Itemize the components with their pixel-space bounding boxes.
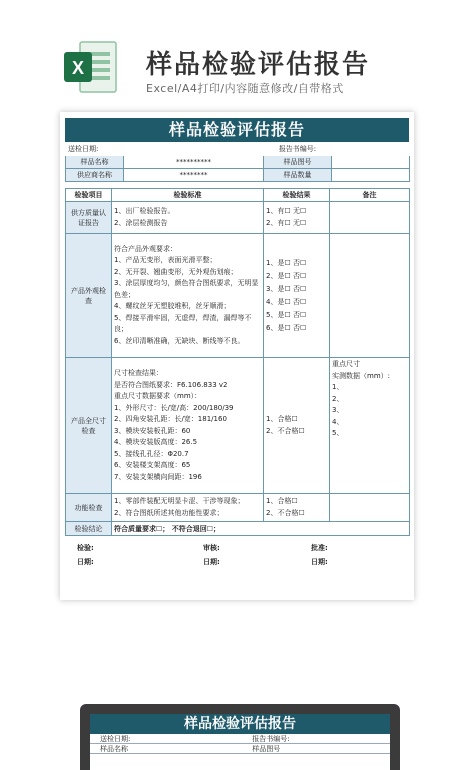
standard-line: 6、丝印清晰准确，无缺块、断线等不良。 bbox=[114, 336, 245, 345]
result-line[interactable]: 5、是☐ 否☐ bbox=[266, 310, 307, 319]
preview-row bbox=[90, 744, 390, 754]
col-item-header: 检验项目 bbox=[66, 189, 112, 202]
row-item: 产品外观检查 bbox=[66, 234, 112, 358]
row-result[interactable] bbox=[264, 358, 330, 494]
preview-report-no: 报告书编号: bbox=[252, 735, 290, 743]
send-date-label: 送检日期: bbox=[68, 145, 99, 153]
row-item: 供方质量认证报告 bbox=[66, 202, 112, 234]
table-row bbox=[66, 358, 410, 494]
standard-line: 1、零部件装配无明显卡涩、干涉等现象； bbox=[114, 497, 245, 505]
signoff-table bbox=[65, 542, 409, 568]
sheet-title: 样品检验评估报告 bbox=[65, 118, 409, 142]
info-table bbox=[65, 142, 410, 182]
conclusion-row bbox=[66, 522, 410, 536]
sample-drawing-label: 样品图号 bbox=[264, 156, 332, 169]
row-standard bbox=[112, 358, 264, 494]
standard-line: 1、产品无变形，表面光滑平整； bbox=[114, 256, 217, 265]
result-line[interactable]: 1、是☐ 否☐ bbox=[266, 258, 307, 267]
report-sheet bbox=[60, 112, 414, 600]
result-line[interactable]: 1、合格☐ bbox=[266, 415, 298, 423]
approve-date-label: 日期: bbox=[311, 558, 328, 566]
preview-send-date: 送检日期: bbox=[100, 735, 131, 743]
result-line[interactable]: 2、不合格☐ bbox=[266, 426, 305, 435]
sample-drawing-value[interactable] bbox=[332, 156, 410, 169]
inspect-label: 检验: bbox=[77, 544, 94, 552]
table-row bbox=[66, 234, 410, 358]
send-date-value[interactable] bbox=[124, 143, 264, 156]
standard-line: 1、出厂检验报告。 bbox=[114, 207, 175, 215]
excel-icon bbox=[62, 38, 120, 96]
row-standard bbox=[112, 202, 264, 234]
page-header bbox=[0, 0, 474, 100]
supplier-value[interactable]: ******** bbox=[124, 169, 264, 182]
approve-label: 批准: bbox=[311, 544, 328, 552]
result-line[interactable]: 4、是☐ 否☐ bbox=[266, 297, 307, 306]
col-standard-header: 检验标准 bbox=[112, 189, 264, 202]
result-line[interactable]: 2、不合格☐ bbox=[266, 508, 305, 517]
remark-line: 1、 bbox=[332, 383, 344, 391]
review-label: 审核: bbox=[203, 544, 220, 552]
row-item: 功能检查 bbox=[66, 494, 112, 522]
table-row bbox=[66, 494, 410, 522]
standard-line: 尺寸检查结果： bbox=[114, 369, 163, 377]
standard-line: 2、涂层检测报告 bbox=[114, 218, 168, 227]
sample-qty-value[interactable] bbox=[332, 169, 410, 182]
inspect-date-label: 日期: bbox=[77, 558, 94, 566]
supplier-label: 供应商名称 bbox=[66, 169, 124, 182]
inspection-table bbox=[65, 188, 410, 536]
row-result[interactable] bbox=[264, 494, 330, 522]
report-no-value[interactable] bbox=[332, 143, 410, 156]
preview-sample-name: 样品名称 bbox=[100, 745, 128, 753]
row-remark[interactable] bbox=[330, 494, 410, 522]
standard-line: 5、焊接平滑牢固，无虚焊，焊渣，漏焊等不良； bbox=[114, 313, 252, 334]
remark-line: 4、 bbox=[332, 417, 344, 426]
row-remark[interactable] bbox=[330, 358, 410, 494]
sample-name-label: 样品名称 bbox=[66, 156, 124, 169]
standard-line: 1、外形尺寸：长/宽/高：200/180/39 bbox=[114, 403, 234, 412]
standard-line: 4、模块安装版高度：26.5 bbox=[114, 438, 198, 446]
col-remark-header: 备注 bbox=[330, 189, 410, 202]
remark-line: 实测数据（mm）: bbox=[332, 371, 390, 380]
page-title: 样品检验评估报告 bbox=[146, 50, 371, 80]
review-date-label: 日期: bbox=[203, 558, 220, 566]
standard-line: 2、无开裂、翘曲变形，无外观伤划痕； bbox=[114, 267, 238, 276]
report-no-label: 报告书编号: bbox=[278, 145, 317, 153]
svg-text:X: X bbox=[71, 58, 85, 78]
standard-line: 重点尺寸数据要求（mm）： bbox=[114, 392, 202, 400]
result-line[interactable]: 3、是☐ 否☐ bbox=[266, 284, 307, 293]
row-standard bbox=[112, 494, 264, 522]
preview-sheet bbox=[90, 714, 390, 770]
conclusion-text[interactable]: 符合质量要求☐； 不符合退回☐； bbox=[112, 522, 410, 536]
preview-row bbox=[90, 734, 390, 744]
row-item: 产品全尺寸检查 bbox=[66, 358, 112, 494]
remark-line: 3、 bbox=[332, 406, 344, 414]
preview-title: 样品检验评估报告 bbox=[90, 714, 390, 734]
standard-line: 4、螺纹丝牙无塑胶堆积，丝牙顺滑； bbox=[114, 302, 231, 311]
row-remark[interactable] bbox=[330, 202, 410, 234]
standard-line: 3、模块安装板孔距：60 bbox=[114, 426, 191, 435]
standard-line: 2、符合图纸所述其他功能性要求； bbox=[114, 508, 224, 517]
remark-line: 5、 bbox=[332, 429, 344, 437]
conclusion-label: 检验结论 bbox=[66, 522, 112, 536]
result-line[interactable]: 1、有☐ 无☐ bbox=[266, 207, 307, 215]
standard-line: 5、接线孔孔径：Φ20.7 bbox=[114, 449, 189, 458]
remark-line: 重点尺寸 bbox=[332, 360, 360, 368]
row-result[interactable] bbox=[264, 234, 330, 358]
result-line[interactable]: 2、是☐ 否☐ bbox=[266, 271, 307, 280]
sample-name-value[interactable]: ********** bbox=[124, 156, 264, 169]
remark-line: 2、 bbox=[332, 394, 344, 403]
preview-sample-drawing: 样品图号 bbox=[252, 745, 281, 753]
standard-line: 2、四角安装孔距：长/宽：181/160 bbox=[114, 415, 227, 423]
result-line[interactable]: 1、合格☐ bbox=[266, 497, 298, 505]
table-row bbox=[66, 202, 410, 234]
standard-line: 6、安装楼支架高度：65 bbox=[114, 461, 191, 469]
col-result-header: 检验结果 bbox=[264, 189, 330, 202]
standard-line: 符合产品外观要求： bbox=[114, 244, 177, 253]
sample-qty-label: 样品数量 bbox=[264, 169, 332, 182]
standard-line: 是否符合图纸要求：F6.106.833 v2 bbox=[114, 380, 228, 389]
standard-line: 3、涂层厚度均匀，颜色符合图纸要求，无明显色差； bbox=[114, 279, 259, 299]
preview-thumbnail[interactable] bbox=[80, 704, 400, 770]
row-standard bbox=[112, 234, 264, 358]
result-line[interactable]: 2、有☐ 无☐ bbox=[266, 218, 307, 227]
result-line[interactable]: 6、是☐ 否☐ bbox=[266, 323, 307, 332]
row-remark[interactable] bbox=[330, 234, 410, 358]
row-result[interactable] bbox=[264, 202, 330, 234]
standard-line: 7、安装支架横向间距：196 bbox=[114, 472, 202, 481]
page-subtitle: Excel/A4打印/内容随意修改/自带格式 bbox=[146, 82, 344, 95]
